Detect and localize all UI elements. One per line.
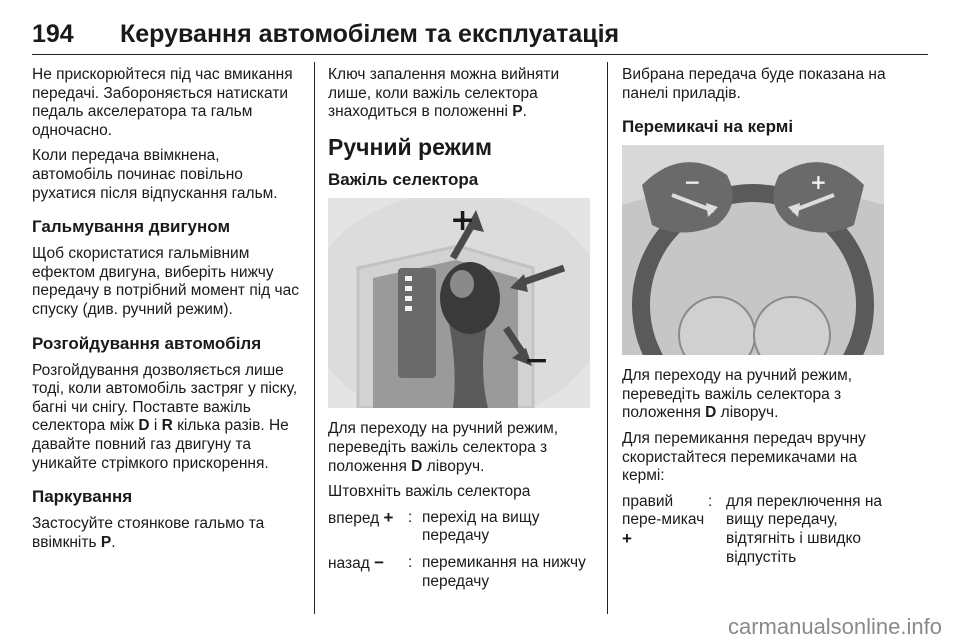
page-number: 194 (32, 20, 74, 48)
paragraph: Для переходу на ручний режим, переведіть важіль селектора з положення D ліворуч. (622, 367, 853, 422)
plus-icon: + (622, 528, 632, 548)
heading-manual-mode: Ручний режим (328, 133, 493, 160)
paragraph: Для перемикання передач вручну скористайтеся перемикачами на кермі: (622, 429, 866, 485)
column-divider (314, 62, 315, 614)
column-divider (607, 62, 608, 614)
plus-label: + (810, 170, 827, 195)
column-middle (328, 66, 591, 599)
paragraph: Для переходу на ручний режим, переведіть важіль селектора з положення D ліворуч. (328, 420, 559, 475)
paragraph: Вибрана передача буде показана на панелі приладів. (622, 66, 886, 102)
column-right (622, 66, 887, 575)
plus-icon: + (383, 507, 394, 527)
heading-parking: Паркування (32, 487, 133, 507)
definition-forward: вперед + : перехід на вищу передачу (328, 507, 540, 545)
page-header (32, 14, 928, 55)
heading-rocking: Розгойдування автомобіля (32, 333, 262, 353)
minus-icon: − (374, 552, 385, 572)
paragraph: Коли передача ввімкнена, автомобіль починає повільно рухатися після відпускання гальм. (32, 147, 278, 202)
plus-label: + (450, 203, 476, 239)
steering-paddles-illustration (622, 145, 884, 355)
paragraph: Ключ запалення можна вийняти лише, коли важіль селектора знаходиться в положенні P. (328, 66, 560, 121)
page-title: Керування автомобілем та експлуатація (120, 20, 620, 48)
paragraph: Розгойдування дозволяється лише тоді, коли автомобіль застряг у піску, багні чи снігу. Поставте важіль селектора між D і R кілька разів. Не давайте повний газ двигуну та уникайте стрімкого прискорення. (32, 361, 298, 472)
paragraph: Штовхніть важіль селектора (328, 483, 531, 501)
heading-engine-braking: Гальмування двигуном (32, 217, 231, 237)
minus-label: − (684, 170, 701, 195)
column-left (32, 66, 300, 559)
definition-right-paddle: правий пере-микач + : для переключення на вищу передачу, відтягніть і швидко відпустіть (622, 492, 883, 566)
selector-lever-illustration (328, 198, 590, 408)
heading-selector-lever: Важіль селектора (328, 170, 479, 190)
paragraph: Не прискорюйтеся під час вмикання передачі. Забороняється натискати педаль акселератора та гальм одночасно. (32, 66, 293, 139)
watermark: carmanualsonline.info (727, 614, 942, 639)
paragraph: Застосуйте стоянкове гальмо та ввімкніть P. (32, 515, 265, 551)
minus-label: − (524, 343, 550, 379)
heading-steering-paddles: Перемикачі на кермі (622, 117, 794, 137)
definition-back: назад − : перемикання на нижчу передачу (328, 552, 586, 590)
paragraph: Щоб скористатися гальмівним ефектом двигуна, виберіть нижчу передачу в потрібний момент під час спуску (див. ручний режим). (32, 245, 299, 318)
